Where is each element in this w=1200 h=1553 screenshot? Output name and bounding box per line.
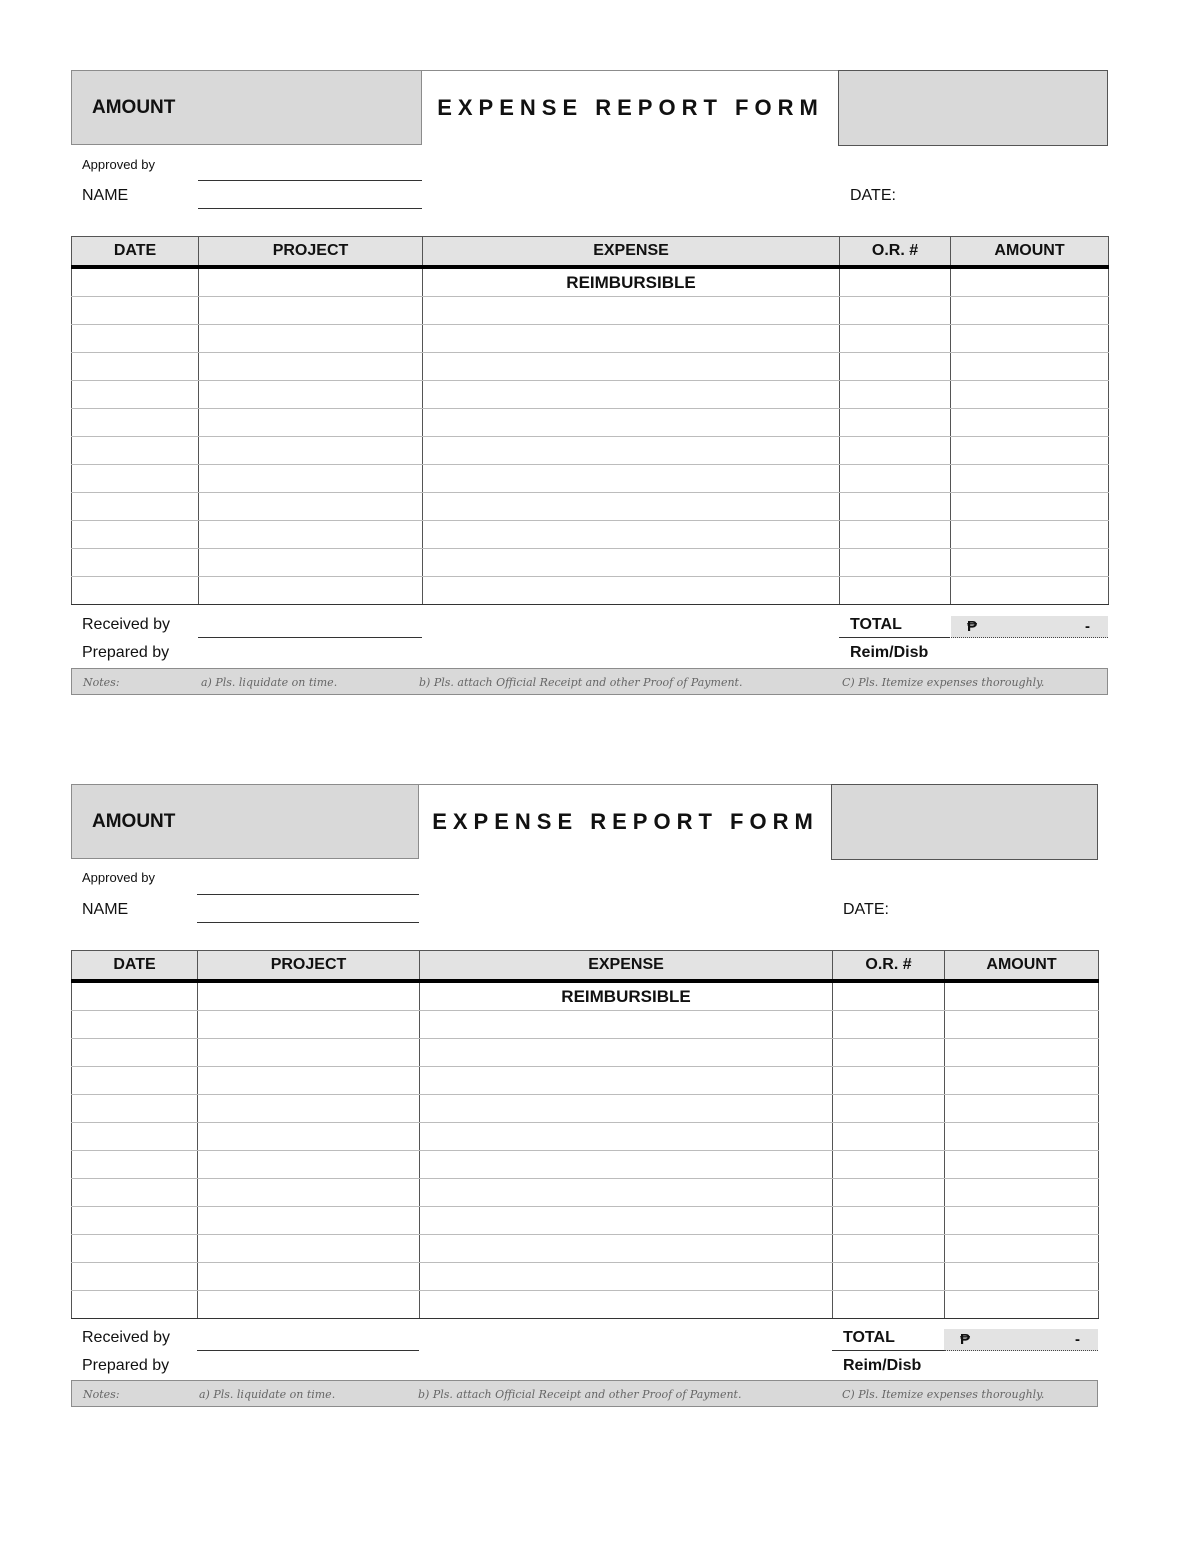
table-cell[interactable] — [72, 1011, 198, 1039]
table-cell[interactable] — [72, 409, 199, 437]
expense-form-2 — [71, 784, 1098, 1401]
total-label-underline — [832, 1350, 944, 1351]
name-label: NAME — [82, 901, 129, 918]
table-cell[interactable] — [420, 1151, 833, 1179]
amount-header-box — [71, 784, 419, 859]
table-row — [72, 1179, 1099, 1207]
table-cell[interactable] — [945, 1235, 1099, 1263]
date-label: DATE: — [843, 901, 889, 918]
table-cell[interactable] — [951, 521, 1109, 549]
table-cell[interactable] — [199, 409, 423, 437]
name-line[interactable] — [198, 208, 422, 209]
note-b: b) Pls. attach Official Receipt and other Proof of Payment. — [418, 1388, 742, 1401]
table-cell[interactable] — [423, 353, 840, 381]
table-cell[interactable] — [198, 1067, 420, 1095]
table-row — [72, 493, 1109, 521]
notes-bar — [71, 668, 1108, 695]
approved-by-line[interactable] — [197, 894, 419, 895]
table-cell[interactable] — [945, 1207, 1099, 1235]
table-cell[interactable] — [951, 297, 1109, 325]
col-header-amount: AMOUNT — [945, 951, 1099, 982]
table-cell[interactable] — [951, 465, 1109, 493]
table-cell[interactable] — [951, 381, 1109, 409]
note-c: C) Pls. Itemize expenses thoroughly. — [842, 1388, 1045, 1401]
table-cell[interactable] — [420, 1123, 833, 1151]
table-cell[interactable] — [423, 325, 840, 353]
total-value: - — [1085, 618, 1090, 635]
total-amount-field[interactable] — [944, 1329, 1098, 1351]
table-cell[interactable] — [833, 1011, 945, 1039]
table-cell[interactable] — [72, 1095, 198, 1123]
table-cell[interactable] — [72, 981, 198, 1011]
table-cell[interactable] — [951, 267, 1109, 297]
table-cell[interactable] — [951, 437, 1109, 465]
received-by-label: Received by — [82, 616, 171, 633]
amount-label: AMOUNT — [92, 810, 176, 832]
table-row — [72, 1011, 1099, 1039]
table-row — [72, 577, 1109, 605]
table-cell[interactable] — [840, 325, 951, 353]
approved-by-label: Approved by — [82, 870, 155, 885]
table-cell[interactable] — [945, 1263, 1099, 1291]
currency-symbol: ₱ — [960, 1331, 971, 1348]
table-row — [72, 521, 1109, 549]
table-cell[interactable] — [423, 465, 840, 493]
table-row — [72, 1291, 1099, 1319]
table-cell[interactable] — [72, 1123, 198, 1151]
total-value: - — [1075, 1331, 1080, 1348]
amount-header-box — [71, 70, 422, 145]
table-cell[interactable] — [72, 267, 199, 297]
table-cell[interactable] — [198, 1011, 420, 1039]
table-cell[interactable] — [833, 981, 945, 1011]
table-cell[interactable] — [951, 325, 1109, 353]
table-row — [72, 465, 1109, 493]
table-cell[interactable] — [833, 1095, 945, 1123]
form-header — [71, 70, 1108, 147]
table-cell[interactable] — [945, 981, 1099, 1011]
form-title: EXPENSE REPORT FORM — [419, 784, 832, 859]
table-cell[interactable] — [840, 465, 951, 493]
table-cell[interactable] — [420, 1291, 833, 1319]
col-header-or-number: O.R. # — [840, 237, 951, 268]
table-cell[interactable] — [840, 267, 951, 297]
table-cell[interactable] — [198, 1235, 420, 1263]
total-label-underline — [839, 637, 950, 638]
table-cell[interactable] — [945, 1291, 1099, 1319]
table-cell[interactable] — [420, 1207, 833, 1235]
table-cell[interactable] — [951, 577, 1109, 605]
table-cell[interactable] — [199, 577, 423, 605]
total-label: TOTAL — [843, 1329, 895, 1346]
expense-form-1 — [71, 70, 1108, 689]
table-cell[interactable] — [423, 409, 840, 437]
table-cell[interactable] — [423, 297, 840, 325]
table-cell[interactable] — [423, 521, 840, 549]
table-cell[interactable] — [72, 325, 199, 353]
table-cell[interactable] — [420, 1095, 833, 1123]
currency-symbol: ₱ — [967, 618, 978, 635]
table-cell[interactable] — [72, 1151, 198, 1179]
table-cell[interactable] — [72, 1039, 198, 1067]
form-title: EXPENSE REPORT FORM — [422, 70, 839, 145]
table-row — [72, 1151, 1099, 1179]
table-cell[interactable] — [833, 1179, 945, 1207]
stamp-box[interactable] — [831, 784, 1098, 860]
prepared-by-label: Prepared by — [82, 644, 170, 661]
table-cell[interactable] — [72, 297, 199, 325]
table-cell[interactable] — [423, 381, 840, 409]
reimbursible-label: REIMBURSIBLE — [420, 981, 833, 1011]
table-row — [72, 1263, 1099, 1291]
table-cell[interactable] — [833, 1067, 945, 1095]
table-cell[interactable] — [945, 1151, 1099, 1179]
table-cell[interactable] — [199, 521, 423, 549]
name-line[interactable] — [197, 922, 419, 923]
table-cell[interactable] — [951, 549, 1109, 577]
table-cell[interactable] — [840, 549, 951, 577]
table-cell[interactable] — [199, 267, 423, 297]
approved-by-line[interactable] — [198, 180, 422, 181]
col-header-project: PROJECT — [198, 951, 420, 982]
note-b: b) Pls. attach Official Receipt and other Proof of Payment. — [419, 676, 743, 689]
received-by-label: Received by — [82, 1329, 171, 1346]
table-cell[interactable] — [198, 1263, 420, 1291]
table-cell[interactable] — [72, 1235, 198, 1263]
table-cell[interactable] — [840, 521, 951, 549]
table-cell[interactable] — [72, 437, 199, 465]
table-header-row — [72, 237, 1109, 268]
table-cell[interactable] — [198, 981, 420, 1011]
table-cell[interactable] — [72, 381, 199, 409]
prepared-by-label: Prepared by — [82, 1357, 170, 1374]
table-cell[interactable] — [199, 381, 423, 409]
table-cell[interactable] — [199, 549, 423, 577]
total-amount-field[interactable] — [951, 616, 1108, 638]
expense-table — [71, 950, 1099, 1319]
received-by-line[interactable] — [198, 637, 422, 638]
table-cell[interactable] — [198, 1123, 420, 1151]
note-c: C) Pls. Itemize expenses thoroughly. — [842, 676, 1045, 689]
table-cell[interactable] — [199, 493, 423, 521]
table-row — [72, 325, 1109, 353]
amount-label: AMOUNT — [92, 96, 176, 118]
notes-label: Notes: — [83, 676, 120, 689]
approved-by-label: Approved by — [82, 157, 155, 172]
notes-bar — [71, 1380, 1098, 1407]
table-cell[interactable] — [423, 437, 840, 465]
table-cell[interactable] — [198, 1291, 420, 1319]
table-cell[interactable] — [199, 297, 423, 325]
table-cell[interactable] — [72, 1067, 198, 1095]
table-row — [72, 297, 1109, 325]
table-cell[interactable] — [840, 493, 951, 521]
table-cell[interactable] — [420, 1039, 833, 1067]
table-row — [72, 353, 1109, 381]
reimbursible-label: REIMBURSIBLE — [423, 267, 840, 297]
table-cell[interactable] — [833, 1235, 945, 1263]
table-cell[interactable] — [420, 1179, 833, 1207]
notes-label: Notes: — [83, 1388, 120, 1401]
table-row — [72, 437, 1109, 465]
table-cell[interactable] — [72, 1291, 198, 1319]
table-cell[interactable] — [72, 353, 199, 381]
table-cell[interactable] — [72, 521, 199, 549]
table-cell[interactable] — [945, 1095, 1099, 1123]
table-row — [72, 549, 1109, 577]
table-cell[interactable] — [199, 325, 423, 353]
table-cell[interactable] — [420, 1235, 833, 1263]
col-header-project: PROJECT — [199, 237, 423, 268]
table-cell[interactable] — [945, 1067, 1099, 1095]
table-cell[interactable] — [199, 437, 423, 465]
table-row — [72, 267, 1109, 297]
col-header-date: DATE — [72, 951, 198, 982]
table-cell[interactable] — [198, 1151, 420, 1179]
stamp-box[interactable] — [838, 70, 1108, 146]
table-cell[interactable] — [198, 1179, 420, 1207]
reim-disb-label: Reim/Disb — [843, 1357, 922, 1374]
table-cell[interactable] — [833, 1039, 945, 1067]
table-cell[interactable] — [423, 577, 840, 605]
table-header-row — [72, 951, 1099, 982]
table-cell[interactable] — [840, 353, 951, 381]
table-cell[interactable] — [199, 353, 423, 381]
date-label: DATE: — [850, 187, 896, 204]
total-label: TOTAL — [850, 616, 902, 633]
table-cell[interactable] — [198, 1095, 420, 1123]
table-cell[interactable] — [945, 1011, 1099, 1039]
table-row — [72, 1095, 1099, 1123]
table-cell[interactable] — [833, 1263, 945, 1291]
reim-disb-label: Reim/Disb — [850, 644, 929, 661]
table-cell[interactable] — [840, 297, 951, 325]
table-cell[interactable] — [833, 1291, 945, 1319]
col-header-date: DATE — [72, 237, 199, 268]
table-row — [72, 1123, 1099, 1151]
table-cell[interactable] — [72, 1207, 198, 1235]
table-cell[interactable] — [945, 1039, 1099, 1067]
table-cell[interactable] — [840, 409, 951, 437]
table-cell[interactable] — [840, 381, 951, 409]
table-cell[interactable] — [72, 549, 199, 577]
name-label: NAME — [82, 187, 129, 204]
table-cell[interactable] — [951, 353, 1109, 381]
table-cell[interactable] — [951, 493, 1109, 521]
table-cell[interactable] — [72, 493, 199, 521]
table-cell[interactable] — [420, 1067, 833, 1095]
table-cell[interactable] — [198, 1039, 420, 1067]
col-header-expense: EXPENSE — [423, 237, 840, 268]
col-header-expense: EXPENSE — [420, 951, 833, 982]
table-cell[interactable] — [840, 577, 951, 605]
note-a: a) Pls. liquidate on time. — [201, 676, 338, 689]
col-header-or-number: O.R. # — [833, 951, 945, 982]
table-cell[interactable] — [945, 1179, 1099, 1207]
note-a: a) Pls. liquidate on time. — [199, 1388, 336, 1401]
table-row — [72, 409, 1109, 437]
table-cell[interactable] — [840, 437, 951, 465]
table-cell[interactable] — [72, 465, 199, 493]
received-by-line[interactable] — [197, 1350, 419, 1351]
table-row — [72, 981, 1099, 1011]
expense-table — [71, 236, 1109, 605]
form-header — [71, 784, 1098, 861]
table-cell[interactable] — [72, 1179, 198, 1207]
table-cell[interactable] — [833, 1151, 945, 1179]
table-cell[interactable] — [423, 549, 840, 577]
table-cell[interactable] — [945, 1123, 1099, 1151]
table-cell[interactable] — [420, 1011, 833, 1039]
table-cell[interactable] — [72, 1263, 198, 1291]
table-row — [72, 381, 1109, 409]
table-cell[interactable] — [423, 493, 840, 521]
table-cell[interactable] — [72, 577, 199, 605]
table-row — [72, 1039, 1099, 1067]
table-cell[interactable] — [833, 1207, 945, 1235]
table-cell[interactable] — [198, 1207, 420, 1235]
table-row — [72, 1207, 1099, 1235]
table-cell[interactable] — [833, 1123, 945, 1151]
table-row — [72, 1235, 1099, 1263]
table-cell[interactable] — [199, 465, 423, 493]
col-header-amount: AMOUNT — [951, 237, 1109, 268]
table-row — [72, 1067, 1099, 1095]
table-cell[interactable] — [420, 1263, 833, 1291]
table-cell[interactable] — [951, 409, 1109, 437]
